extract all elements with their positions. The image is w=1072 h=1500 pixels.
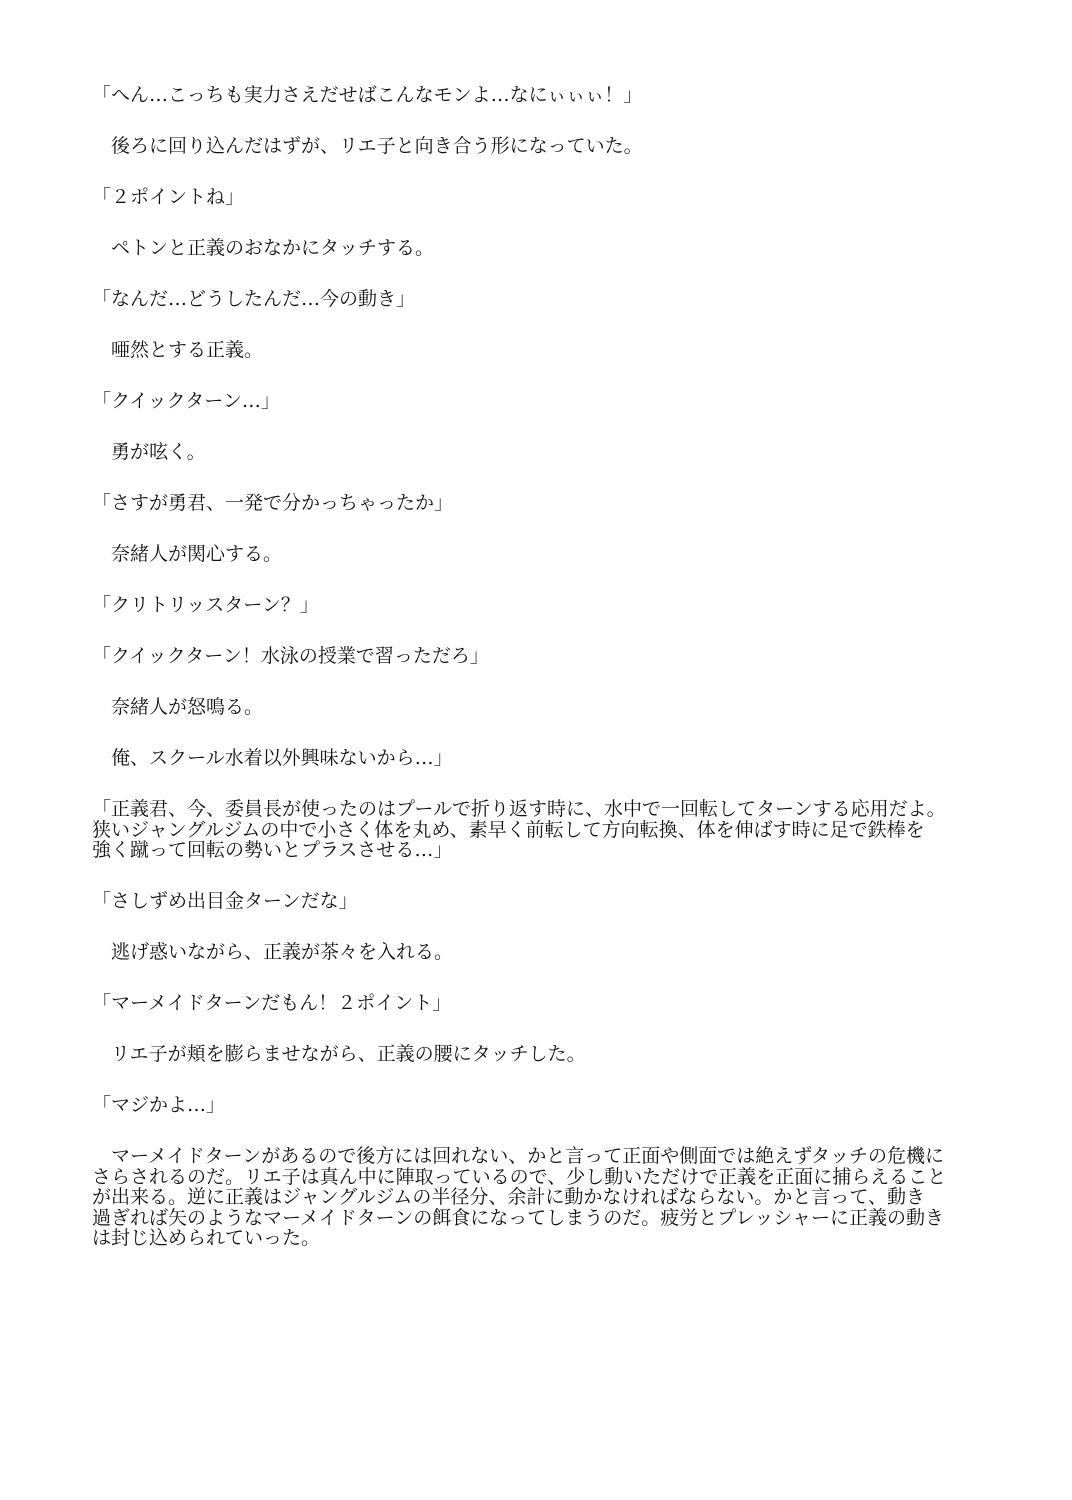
paragraph: ペトンと正義のおなかにタッチする。	[92, 237, 435, 259]
paragraph: 「クイックターン！水泳の授業で習っただろ」	[92, 645, 489, 667]
paragraph: 「マーメイドターンだもん！２ポイント」	[92, 992, 452, 1014]
paragraph: 「クリトリッスターン？」	[92, 594, 319, 616]
paragraph: 唖然とする正義。	[92, 339, 264, 361]
paragraph: 奈緒人が関心する。	[92, 543, 283, 565]
paragraph: 勇が呟く。	[92, 441, 206, 463]
paragraph: 逃げ惑いながら、正義が茶々を入れる。	[92, 941, 454, 963]
paragraph: リエ子が頬を膨らませながら、正義の腰にタッチした。	[92, 1043, 586, 1065]
paragraph: 後ろに回り込んだはずが、リエ子と向き合う形になっていた。	[92, 135, 643, 157]
paragraph: 「さすが勇君、一発で分かっちゃったか」	[92, 492, 454, 514]
document-page	[92, 85, 1022, 1249]
paragraph: 「さしずめ出目金ターンだな」	[92, 890, 358, 912]
paragraph: 「クイックターン…」	[92, 390, 280, 412]
paragraph: 「正義君、今、委員長が使ったのはプールで折り返す時に、水中で一回転してターンする応用だよ。 狭いジャングルジムの中で小さく体を丸め、素早く前転して方向転換、体を伸ばす時に足で鉄棒を 強く蹴って回転の勢いとプラスさせる…」	[92, 798, 946, 861]
paragraph: 奈緒人が怒鳴る。	[92, 696, 264, 718]
paragraph: 「２ポイントね」	[92, 186, 245, 208]
paragraph: 俺、スクール水着以外興味ないから…」	[92, 747, 453, 769]
paragraph: 「なんだ…どうしたんだ…今の動き」	[92, 288, 416, 310]
paragraph: 「へん…こっちも実力さえだせばこんなモンよ…なにぃぃぃ！」	[92, 84, 643, 106]
paragraph: 「マジかよ…」	[92, 1094, 226, 1116]
paragraph: マーメイドターンがあるので後方には回れない、かと言って正面や側面では絶えずタッチの危機に さらされるのだ。リエ子は真ん中に陣取っているので、少し動いただけで正義を正面に捕らえること が出来る。逆に正義はジャングルジムの半径分、余計に動かなければならない。かと言って、動き 過ぎれば矢のようなマーメイドターンの餌食になってしまうのだ。疲労とプレッシャーに正義の動き は封じ込められていった。	[92, 1145, 947, 1249]
